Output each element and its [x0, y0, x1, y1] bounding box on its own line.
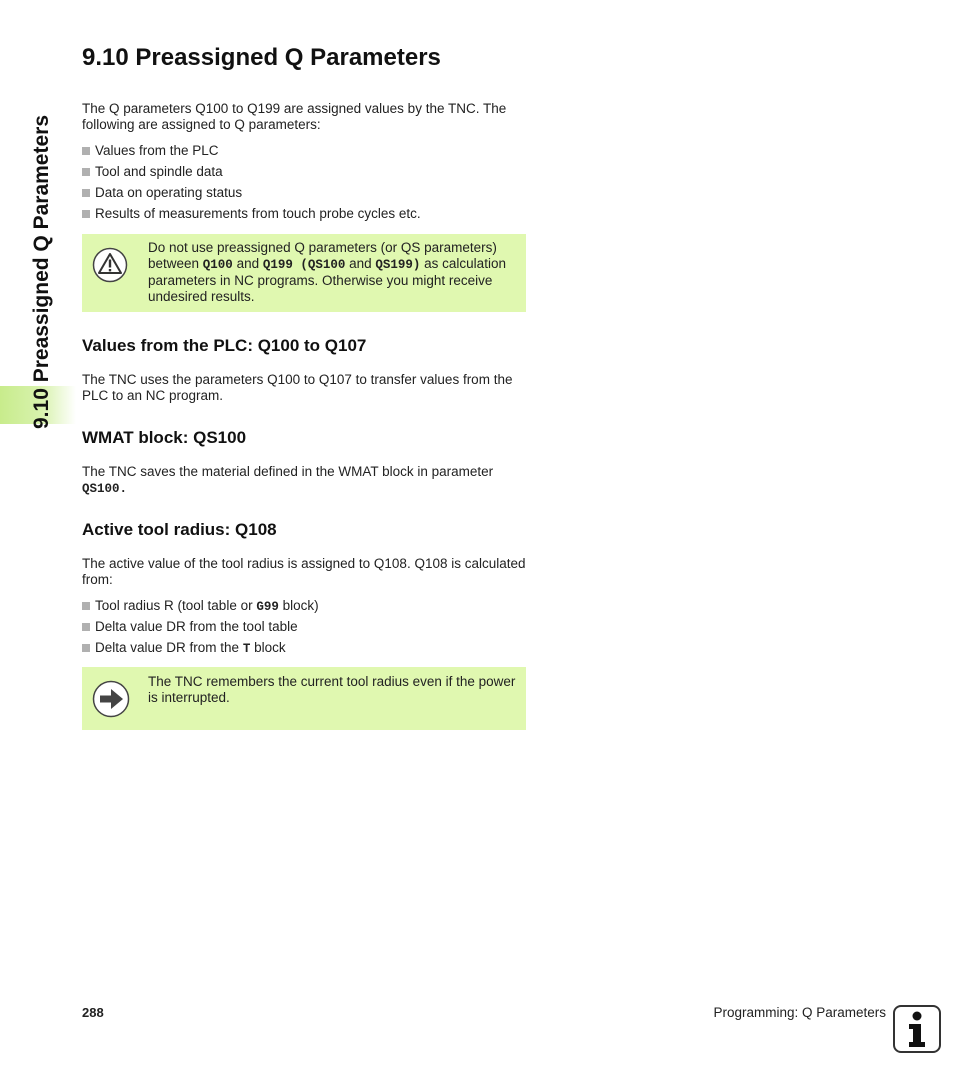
bullet-icon — [82, 189, 90, 197]
warning-note — [82, 234, 526, 312]
tip-text: The TNC remembers the current tool radius even if the power is interrupted. — [148, 674, 516, 705]
page-number: 288 — [82, 1005, 104, 1020]
list-item: Tool and spindle data — [82, 161, 421, 182]
section-heading-plc: Values from the PLC: Q100 to Q107 — [82, 336, 367, 355]
page-title: 9.10 Preassigned Q Parameters — [82, 44, 441, 71]
bullet-icon — [82, 168, 90, 176]
radius-list — [82, 595, 319, 658]
footer-chapter-title: Programming: Q Parameters — [713, 1005, 886, 1020]
warning-text: Do not use preassigned Q parameters (or QS parameters) between Q100 and Q199 (QS100 and QS199) as calculation parameters in NC programs. Otherwise you might receive undesired results. — [148, 240, 506, 304]
list-item: Values from the PLC — [82, 140, 421, 161]
section-text-plc: The TNC uses the parameters Q100 to Q107 to transfer values from the PLC to an NC program. — [82, 372, 513, 403]
list-item: Tool radius R (tool table or G99 block) — [82, 595, 319, 616]
section-heading-wmat: WMAT block: QS100 — [82, 428, 247, 447]
intro-paragraph: The Q parameters Q100 to Q199 are assigned values by the TNC. The following are assigned to Q parameters: — [82, 101, 507, 132]
list-item: Data on operating status — [82, 182, 421, 203]
section-text-radius: The active value of the tool radius is assigned to Q108. Q108 is calculated from: — [82, 556, 526, 587]
bullet-icon — [82, 210, 90, 218]
bullet-icon — [82, 602, 90, 610]
warning-triangle-icon — [92, 247, 128, 288]
tip-note — [82, 667, 526, 730]
section-heading-radius: Active tool radius: Q108 — [82, 520, 277, 539]
bullet-icon — [82, 147, 90, 155]
chapter-side-title: 9.10 Preassigned Q Parameters — [30, 114, 53, 429]
list-item: Delta value DR from the tool table — [82, 616, 319, 637]
arrow-right-icon — [92, 680, 130, 723]
bullet-icon — [82, 644, 90, 652]
info-icon[interactable] — [893, 1005, 941, 1053]
section-text-wmat: The TNC saves the material defined in the WMAT block in parameter QS100. — [82, 464, 494, 496]
intro-list — [82, 140, 421, 224]
list-item: Results of measurements from touch probe cycles etc. — [82, 203, 421, 224]
list-item: Delta value DR from the T block — [82, 637, 319, 658]
bullet-icon — [82, 623, 90, 631]
